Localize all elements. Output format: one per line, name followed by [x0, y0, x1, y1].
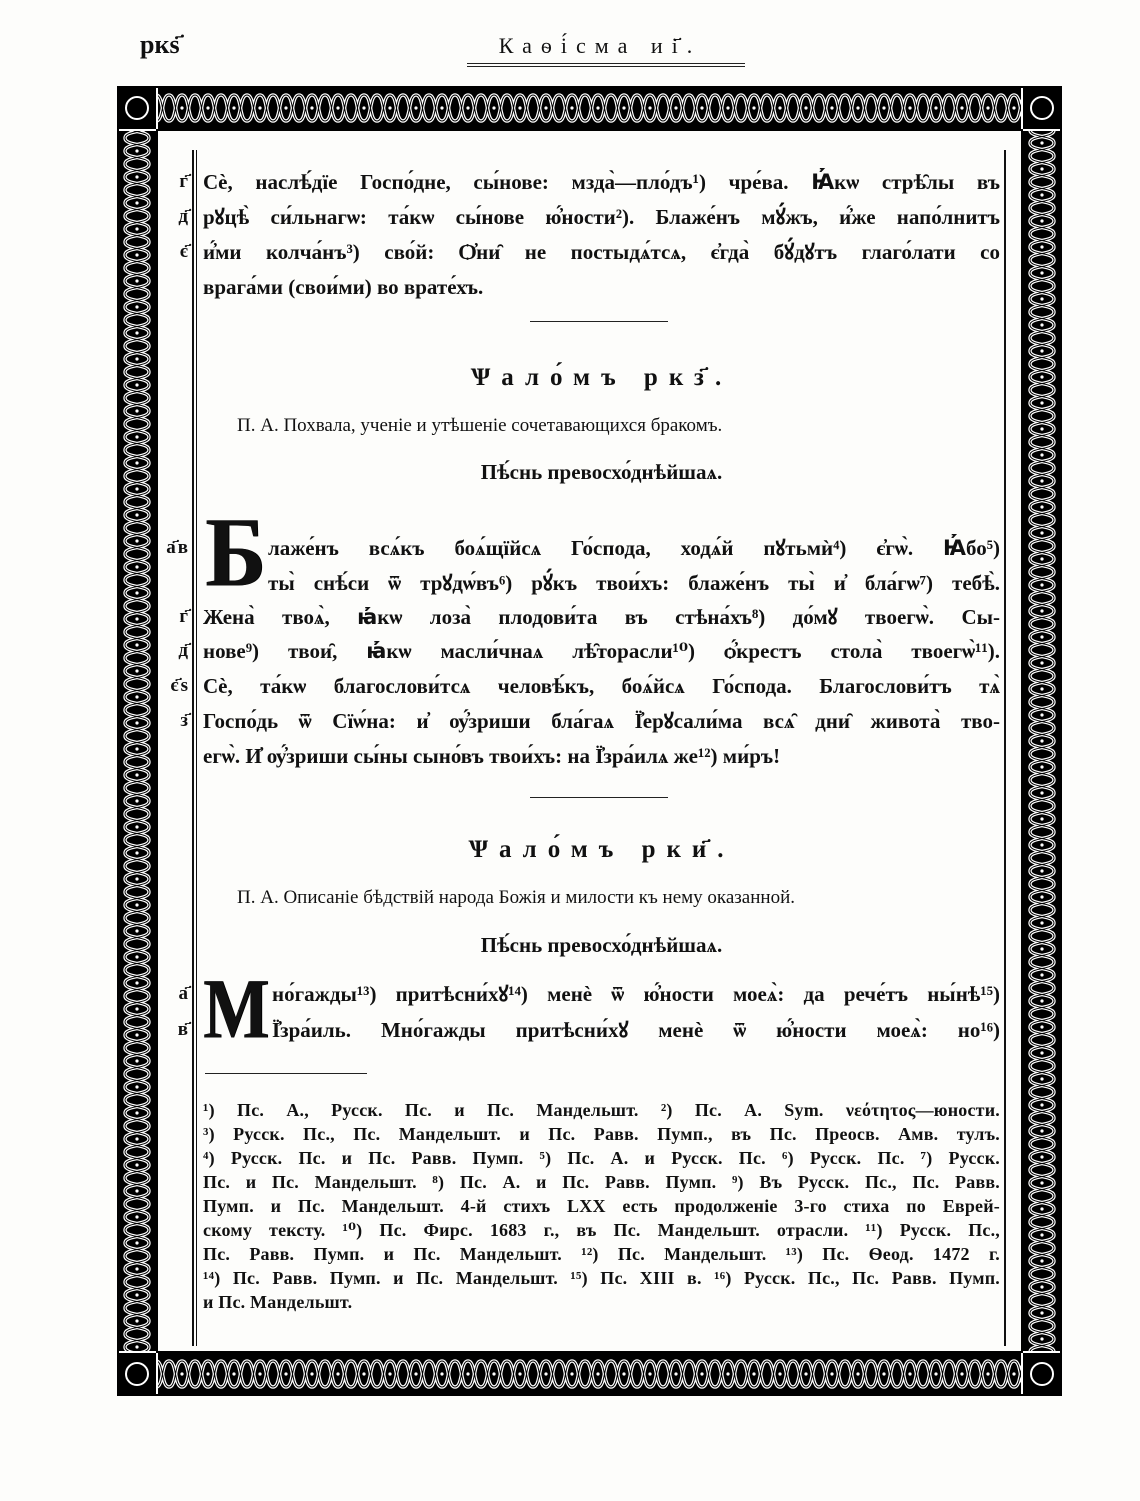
text-line: ты̀ снѣ́си ѿ трꙋдѡ́въ⁶) рꙋ́къ твои́хъ: блаже́нъ ты̀ и҆ бла́гѡ⁷) тебѣ̀.	[268, 571, 1000, 595]
footnote-line: ³) Русск. Пс., Пс. Мандельшт. и Пс. Равв. Пумп., въ Пс. Преосв. Амв. тулъ.	[203, 1124, 1000, 1144]
psalm-summary: П. А. Описаніе бѣдствій народа Божія и милости къ нему оказанной.	[237, 887, 795, 908]
psalm-title: Ѱало́мъ ркз҃.	[470, 364, 733, 391]
drop-cap: Б	[205, 496, 266, 607]
running-header-title: Каѳі́сма иі҃.	[498, 33, 702, 58]
page-number: ркѕ҃	[140, 30, 180, 59]
verse-number: г҃	[179, 606, 190, 627]
verse-number	[148, 270, 190, 304]
footnote-divider	[205, 1073, 367, 1074]
right-column-rule	[1004, 150, 1006, 1346]
text-line: Жена̀ твоѧ̀, ꙗ҆́кѡ лоза̀ плодови́та въ стѣна́хъ⁸) до́мꙋ твоегѡ̀. Сы-	[203, 605, 1000, 629]
text-line: Ї҆зра́иль. Мно́гажды притѣсни́хꙋ менѐ ѿ ю҆́ности моеѧ̀: но¹⁶)	[272, 1018, 1000, 1042]
footnote-line: Пс. и Пс. Мандельшт. ⁸) Пс. А. и Пс. Равв. Пумп. ⁹) Въ Русск. Пс., Пс. Равв.	[203, 1172, 1000, 1192]
footnote-line: Пс. Равв. Пумп. и Пс. Мандельшт. ¹²) Пс. Мандельшт. ¹³) Пс. Ѳеод. 1472 г.	[203, 1244, 1000, 1264]
border-bottom-band	[117, 1352, 1062, 1396]
left-column-rule-thin	[196, 150, 197, 1346]
text-line: Сѐ, та́кѡ благослови́тсѧ человѣ́къ, боѧ́йсѧ Го́спода. Благослови́тъ тѧ̀	[203, 674, 1000, 698]
psalm-summary: П. А. Похвала, ученіе и утѣшеніе сочетавающихся бракомъ.	[237, 415, 723, 436]
verse-number: а҃в	[166, 537, 190, 558]
footnote-line: ⁴) Русск. Пс. и Пс. Равв. Пумп. ⁵) Пс. А. и Русск. Пс. ⁶) Русск. Пс. ⁷) Русск.	[203, 1148, 1000, 1168]
footnote-line: Пумп. и Пс. Мандельшт. 4-й стихъ LXX есть продолженіе 3-го стиха по Еврей-	[203, 1196, 1000, 1216]
border-right-band	[1022, 130, 1062, 1352]
verse-number: д҃	[178, 640, 190, 661]
psalm-title: Ѱало́мъ рки҃.	[468, 836, 735, 863]
text-line: рꙋцѣ̀ си́льнагѡ: та́кѡ сы́нове ю҆́ности²). Блаже́нъ мꙋ́жъ, и҆́же напо́лнитъ	[203, 205, 1000, 229]
left-column-rule	[192, 150, 194, 1346]
song-title: Пѣ́снь превосхо́днѣйшаѧ.	[480, 933, 723, 957]
text-line: нове⁹) твои̑, ꙗ҆́кѡ масли́чнаѧ лѣ̑торасли¹⁰) ѻ҆́крестъ стола̀ твоегѡ̀¹¹).	[203, 639, 1000, 663]
footnote-line: ¹) Пс. А., Русск. Пс. и Пс. Мандельшт. ²) Пс. А. Sym. νεότητος—юности.	[203, 1100, 1000, 1120]
footnote-line: скому тексту. ¹⁰) Пс. Фирс. 1683 г., въ Пс. Мандельшт. отрасли. ¹¹) Русск. Пс.,	[203, 1220, 1000, 1240]
verse-number	[148, 566, 190, 600]
text-line: Госпо́дь ѿ Сїѡ́на: и҆ ѹ҆́зриши бла́гаѧ Ї҆ерꙋсали́ма всѧ̑ дни̑ живота̀ тво-	[203, 709, 1000, 733]
border-top-band	[117, 86, 1062, 130]
text-line: лаже́нъ всѧ́къ боѧ́щїйсѧ Го́спода, ходѧ́й пꙋтьмѝ⁴) є҆гѡ̀. Ꙗ҆́бо⁵)	[268, 536, 1000, 560]
verse-number: з҃	[180, 710, 190, 731]
verse-number: в҃	[177, 1019, 190, 1040]
verse-number: є҃	[179, 241, 190, 262]
verse-number	[148, 739, 190, 773]
header-rule	[467, 63, 745, 67]
footnote-line: ¹⁴) Пс. Равв. Пумп. и Пс. Мандельшт. ¹⁵) Пс. XIII в. ¹⁶) Русск. Пс., Пс. Равв. Пумп.	[203, 1268, 1000, 1288]
text-line: но́гажды¹³) притѣсни́хꙋ¹⁴) менѐ ѿ ю҆́ности моеѧ̀: да рече́тъ ны́нѣ¹⁵)	[272, 982, 1000, 1006]
verse-number: г҃	[179, 171, 190, 192]
text-line: егѡ̀. И҆ ѹ҆́зриши сы́ны сыно́въ твои́хъ: на Ї҆зра́илѧ же¹²) ми́ръ!	[203, 744, 781, 768]
song-title: Пѣ́снь превосхо́днѣйшаѧ.	[480, 460, 723, 484]
drop-cap: М	[203, 963, 270, 1058]
section-divider	[530, 321, 668, 322]
footnote-line: и Пс. Мандельшт.	[203, 1292, 353, 1312]
verse-number: д҃	[178, 206, 190, 227]
text-line: Сѐ, наслѣ́дїе Госпо́дне, сы́нове: мзда̀—пло́дъ¹) чре́ва. Ꙗ҆́кѡ стрѣ̑лы въ	[203, 170, 1000, 194]
text-line: и҆́ми колча́нъ³) сво́й: Ѻ҆ни̑ не постыдѧ́тсѧ, є҆гда̀ бꙋ́дꙋтъ глаго́лати со	[203, 240, 1000, 264]
verse-number: а҃	[178, 983, 190, 1004]
text-line: врага́ми (свои́ми) во врате́хъ.	[203, 275, 484, 299]
section-divider	[530, 797, 668, 798]
verse-number: є҃ѕ	[170, 675, 190, 696]
